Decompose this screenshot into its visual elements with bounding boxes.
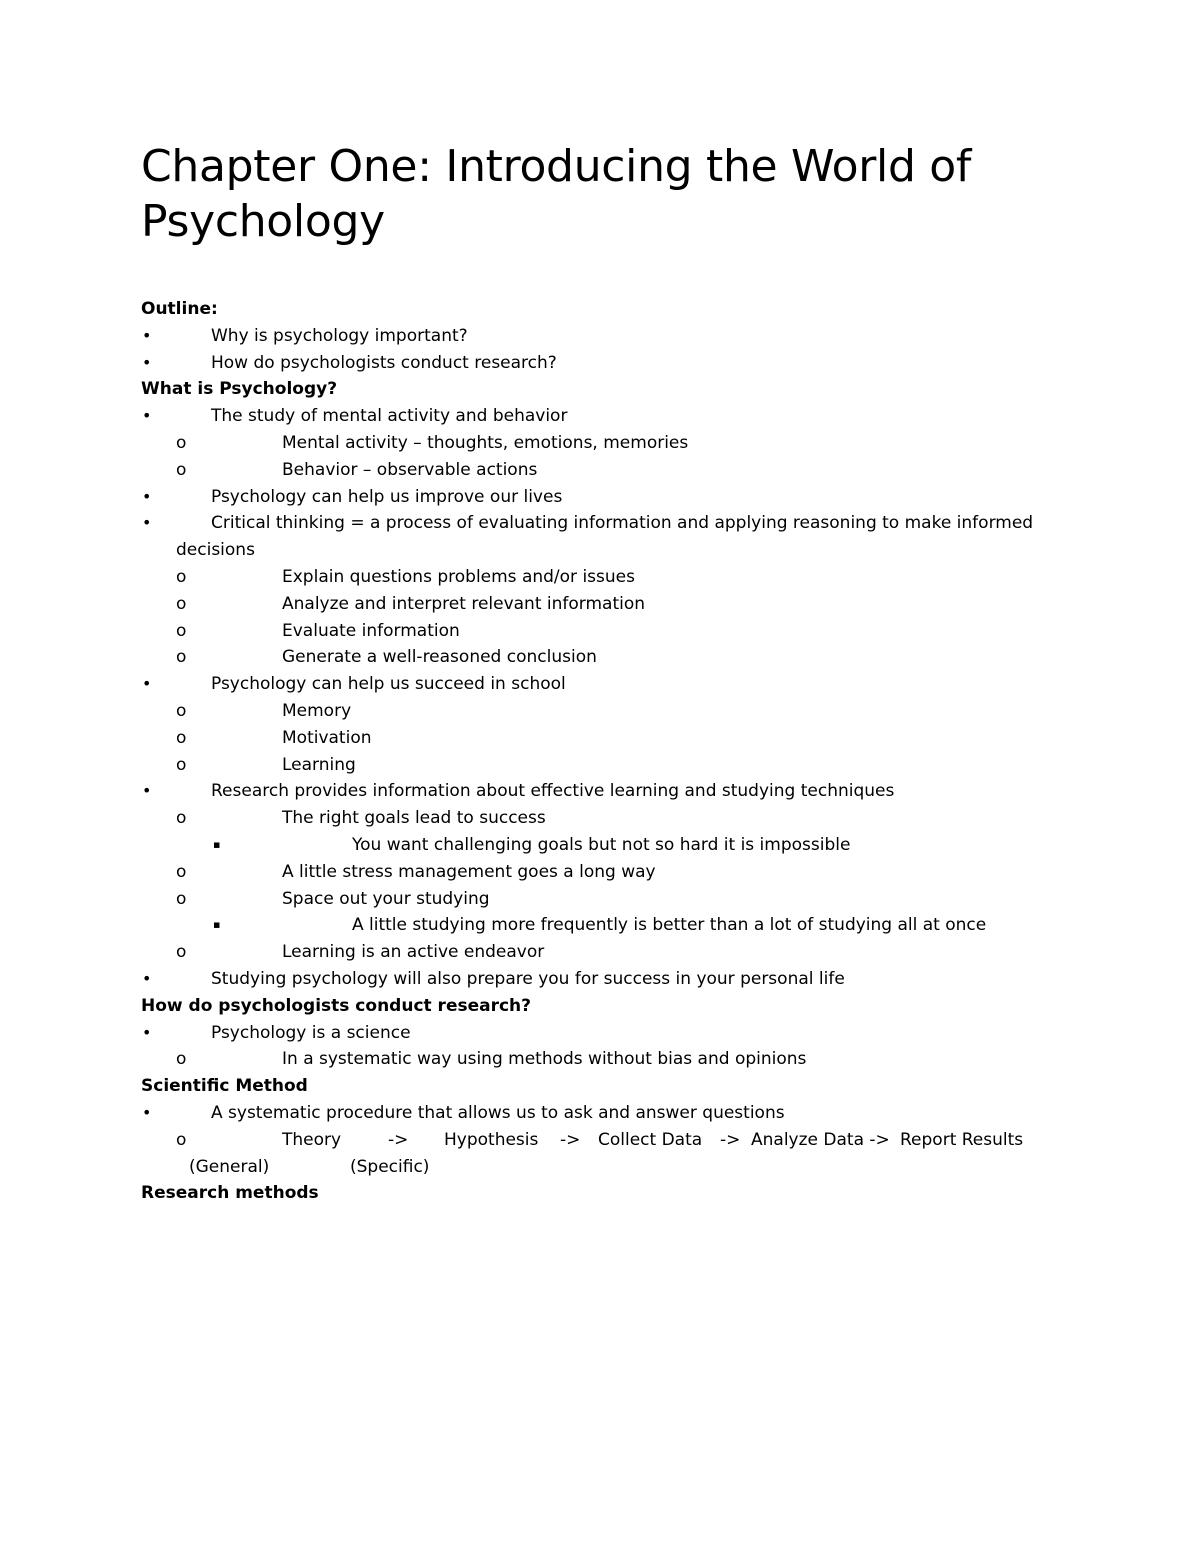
bullet-icon: • — [142, 486, 152, 506]
square-bullet-icon: ▪ — [213, 918, 221, 932]
sub-list-item: o Learning is an active endeavor — [0, 939, 1200, 966]
sub-list-item: o Behavior – observable actions — [0, 457, 1200, 484]
flow-step-collect-data: Collect Data — [598, 1129, 703, 1150]
circle-bullet-icon: o — [176, 727, 187, 748]
circle-bullet-icon: o — [176, 700, 187, 721]
list-item: • Critical thinking = a process of evaluating information and applying reasoning to make informed — [0, 510, 1200, 537]
circle-bullet-icon: o — [176, 593, 187, 614]
circle-bullet-icon: o — [176, 754, 187, 775]
title-line-2: Psychology — [141, 196, 385, 247]
bullet-icon: • — [142, 1022, 152, 1042]
circle-bullet-icon: o — [176, 647, 187, 668]
bullet-icon: • — [142, 325, 152, 345]
circle-bullet-icon: o — [176, 566, 187, 587]
sub-sub-list-item: ▪ You want challenging goals but not so hard it is impossible — [0, 832, 1200, 859]
sub-list-item: o A little stress management goes a long way — [0, 859, 1200, 886]
list-item: • The study of mental activity and behavior — [0, 403, 1200, 430]
bullet-icon: • — [142, 1102, 152, 1122]
list-item-continuation: decisions — [176, 540, 255, 561]
sub-list-item: o Motivation — [0, 725, 1200, 752]
flow-step-report-results: Report Results — [900, 1129, 1024, 1150]
list-item: • Psychology can help us succeed in school — [0, 671, 1200, 698]
label-specific: (Specific) — [350, 1156, 430, 1177]
bullet-icon: • — [142, 352, 152, 372]
scientific-method-flow — [0, 1127, 1200, 1154]
outline-heading: Outline: — [141, 299, 218, 319]
section-heading-scientific-method: Scientific Method — [141, 1076, 308, 1097]
page-title — [141, 139, 1101, 249]
section-heading-conduct-research: How do psychologists conduct research? — [141, 995, 532, 1016]
flow-arrow: -> — [720, 1129, 741, 1150]
flow-step-theory: Theory — [282, 1129, 342, 1150]
sub-list-item: o Generate a well-reasoned conclusion — [0, 644, 1200, 671]
list-item: • A systematic procedure that allows us to ask and answer questions — [0, 1100, 1200, 1127]
list-item: • Psychology can help us improve our lives — [0, 484, 1200, 511]
sub-list-item: o In a systematic way using methods without bias and opinions — [0, 1046, 1200, 1073]
square-bullet-icon: ▪ — [213, 837, 221, 851]
circle-bullet-icon: o — [176, 459, 187, 480]
list-item: • How do psychologists conduct research? — [0, 350, 1200, 377]
sub-list-item: o Learning — [0, 752, 1200, 779]
document-body — [0, 296, 1200, 1207]
title-line-1: Chapter One: Introducing the World of — [141, 141, 972, 192]
flow-arrow: -> — [388, 1129, 409, 1150]
circle-bullet-icon: o — [176, 942, 187, 963]
list-item: • Studying psychology will also prepare you for success in your personal life — [0, 966, 1200, 993]
flow-step-hypothesis: Hypothesis — [444, 1129, 539, 1150]
sub-list-item: o Analyze and interpret relevant information — [0, 591, 1200, 618]
sub-list-item: o Memory — [0, 698, 1200, 725]
sub-list-item: o Evaluate information — [0, 618, 1200, 645]
circle-bullet-icon: o — [176, 432, 187, 453]
label-general: (General) — [189, 1156, 270, 1177]
bullet-icon: • — [142, 781, 152, 801]
list-item: • Why is psychology important? — [0, 323, 1200, 350]
flow-arrow: -> — [560, 1129, 581, 1150]
section-heading-what-is-psychology: What is Psychology? — [141, 379, 338, 400]
flow-labels — [0, 1154, 1200, 1181]
flow-step-analyze-data: Analyze Data -> — [751, 1129, 890, 1150]
circle-bullet-icon: o — [176, 620, 187, 641]
bullet-icon: • — [142, 674, 152, 694]
sub-list-item: o Mental activity – thoughts, emotions, memories — [0, 430, 1200, 457]
circle-bullet-icon: o — [176, 808, 187, 829]
circle-bullet-icon: o — [176, 1049, 187, 1070]
bullet-icon: • — [142, 406, 152, 426]
list-item: • Research provides information about effective learning and studying techniques — [0, 778, 1200, 805]
bullet-icon: • — [142, 968, 152, 988]
list-item: • Psychology is a science — [0, 1020, 1200, 1047]
circle-bullet-icon: o — [176, 888, 187, 909]
circle-bullet-icon: o — [176, 861, 187, 882]
sub-list-item: o Explain questions problems and/or issues — [0, 564, 1200, 591]
section-heading-research-methods: Research methods — [141, 1183, 319, 1204]
bullet-icon: • — [142, 513, 152, 533]
circle-bullet-icon: o — [176, 1129, 187, 1150]
sub-list-item: o Space out your studying — [0, 886, 1200, 913]
sub-sub-list-item: ▪ A little studying more frequently is better than a lot of studying all at once — [0, 912, 1200, 939]
sub-list-item: o The right goals lead to success — [0, 805, 1200, 832]
